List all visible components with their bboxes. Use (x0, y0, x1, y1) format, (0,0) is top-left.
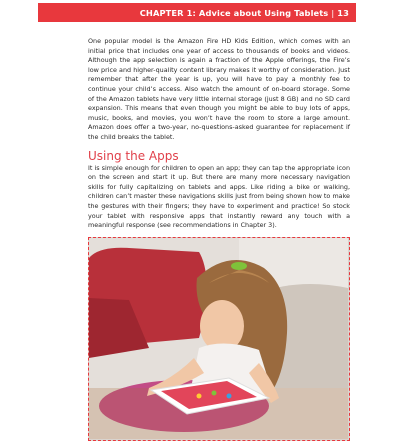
paragraph-fire-hd: One popular model is the Amazon Fire HD Kids Edition, which comes with an initial price that includes one year of access to thousands of books and videos. Although the app selection is again a fraction of the Apple offerings, the Fire’s low price and higher-quality content library makes it worthy of consideration. Just remember that after the year is up, you will have to pay a monthly fee to continue your child’s access. Also watch the amount of on-board storage. Some of the Amazon tablets have very little internal storage (just 8 GB) and no SD card expansion. This means that even though you might be able to buy lots of apps, music, books, and movies, you won’t have the room to store a large amount. Amazon does offer a two-year, no-questions-asked guarantee for replacement if the child breaks the tablet. (88, 37, 350, 141)
page-content (88, 37, 350, 231)
photo-child-with-tablet (88, 237, 350, 441)
paragraph-using-apps: It is simple enough for children to open an app; they can tap the appropriate icon on the screen and start it up. But there are many more necessary navigation skills for fully capitalizing on tablets and apps. Like riding a bike or walking, children can’t master these navigations skills just from being shown how to make the gestures with their fingers; they have to experiment and practice! So stock your tablet with responsive apps that instantly reward any touch with a meaningful response (see recommendations in Chapter 3). (88, 163, 350, 230)
photo-illustration (89, 238, 348, 439)
page-number: 13 (337, 7, 349, 18)
section-heading: Using the Apps (88, 148, 179, 163)
chapter-header-bar (38, 3, 356, 22)
header-separator: | (331, 7, 335, 18)
chapter-title: CHAPTER 1: Advice about Using Tablets (139, 7, 329, 18)
